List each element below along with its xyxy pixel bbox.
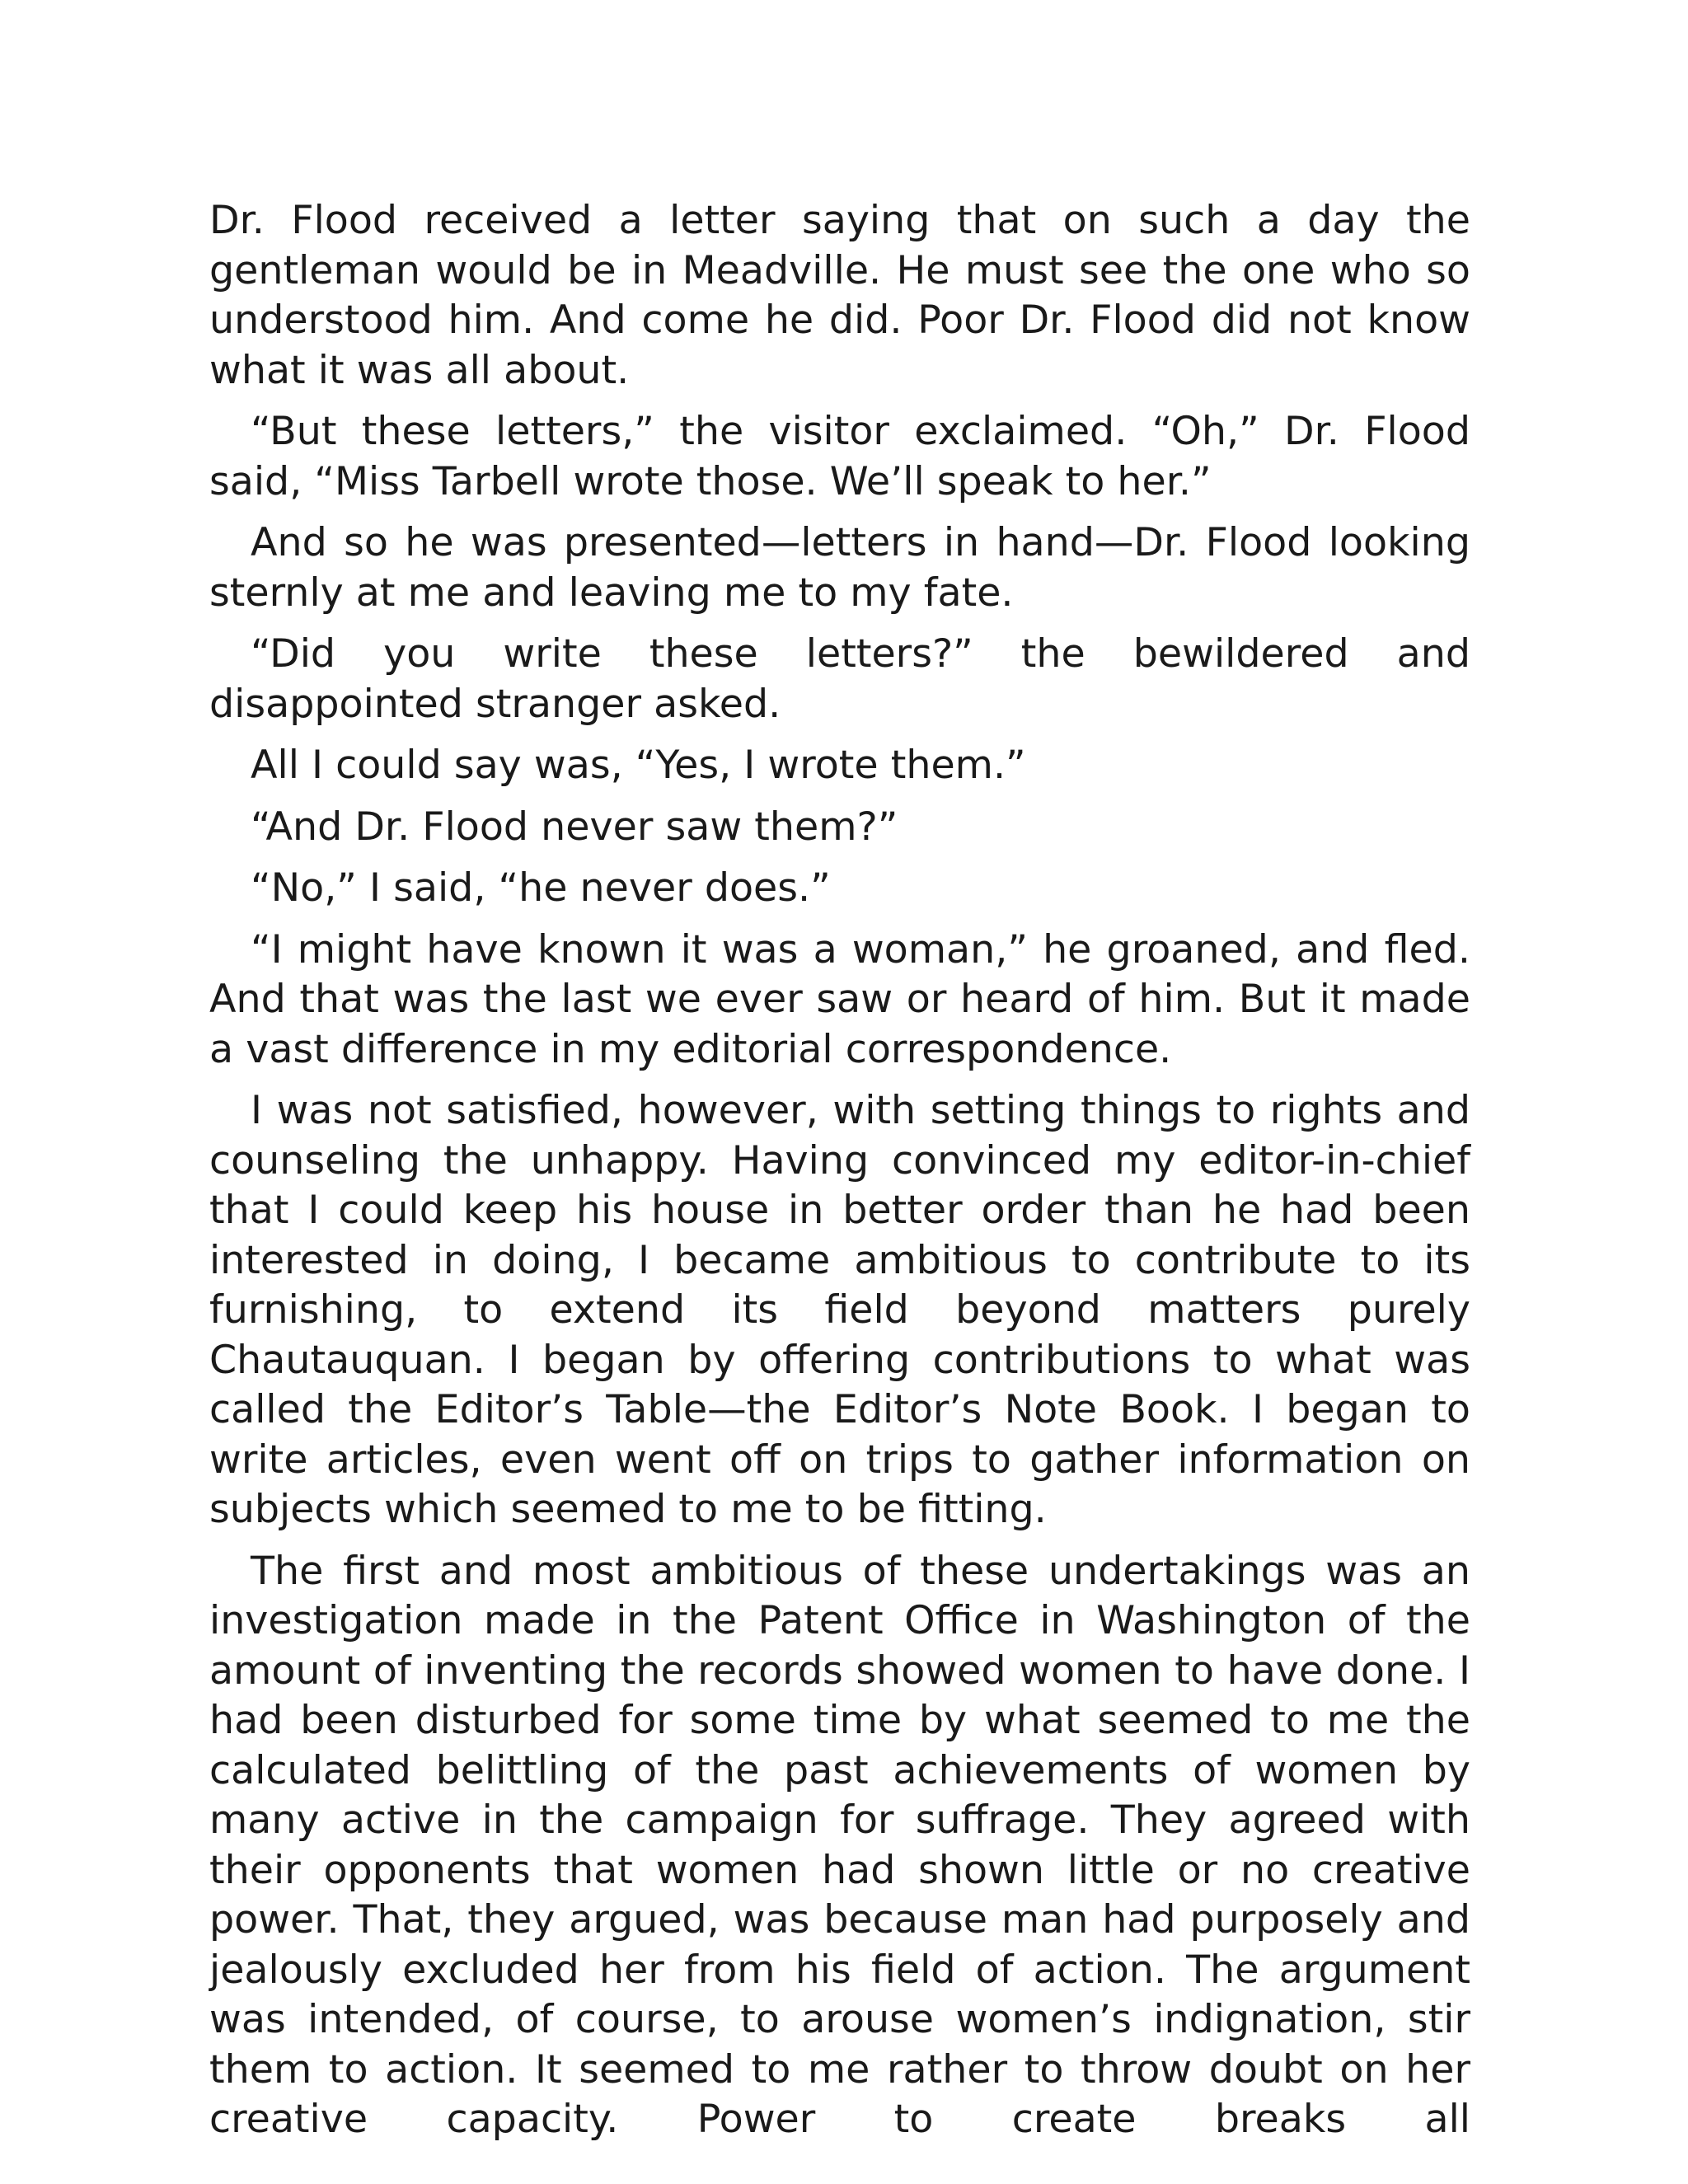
paragraph-3: And so he was presented—letters in hand—Dr. Flood looking sternly at me and leaving me to my fate. xyxy=(209,520,1470,616)
page-body xyxy=(209,196,1470,2157)
paragraph-2: “But these letters,” the visitor exclaimed. “Oh,” Dr. Flood said, “Miss Tarbell wrote those. We’ll speak to her.” xyxy=(209,409,1470,504)
paragraph-7: “No,” I said, “he never does.” xyxy=(251,865,831,911)
paragraph-6: “And Dr. Flood never saw them?” xyxy=(251,804,898,850)
paragraph-4: “Did you write these letters?” the bewildered and disappointed stranger asked. xyxy=(209,631,1470,727)
paragraph-5: All I could say was, “Yes, I wrote them.” xyxy=(251,743,1026,788)
paragraph-8: “I might have known it was a woman,” he groaned, and fled. And that was the last we ever saw or heard of him. But it made a vast difference in my editorial correspondence. xyxy=(209,926,1470,1072)
paragraph-1: Dr. Flood received a letter saying that on such a day the gentleman would be in Meadville. He must see the one who so understood him. And come he did. Poor Dr. Flood did not know what it was all about. xyxy=(209,198,1470,393)
paragraph-9: I was not satisfied, however, with setting things to rights and counseling the unhappy. Having convinced my editor-in-chief that I could keep his house in better order than he had been interested in doing, I became ambitious to contribute to its furnishing, to extend its field beyond matters purely Chautauquan. I began by offering contributions to what was called the Editor’s Table—the Editor’s Note Book. I began to write articles, even went off on trips to gather information on subjects which seemed to me to be fitting. xyxy=(209,1088,1470,1532)
paragraph-10: The first and most ambitious of these undertakings was an investigation made in the Patent Office in Washington of the amount of inventing the records showed women to have done. I had been disturbed for some time by what seemed to me the calculated belittling of the past achievements of women by many active in the campaign for suffrage. They agreed with their opponents that women had shown little or no creative power. That, they argued, was because man had purposely and jealously excluded her from his field of action. The argument was intended, of course, to arouse women’s indignation, stir them to action. It seemed to me rather to throw doubt on her creative capacity. Power to create breaks all xyxy=(209,1548,1470,2142)
